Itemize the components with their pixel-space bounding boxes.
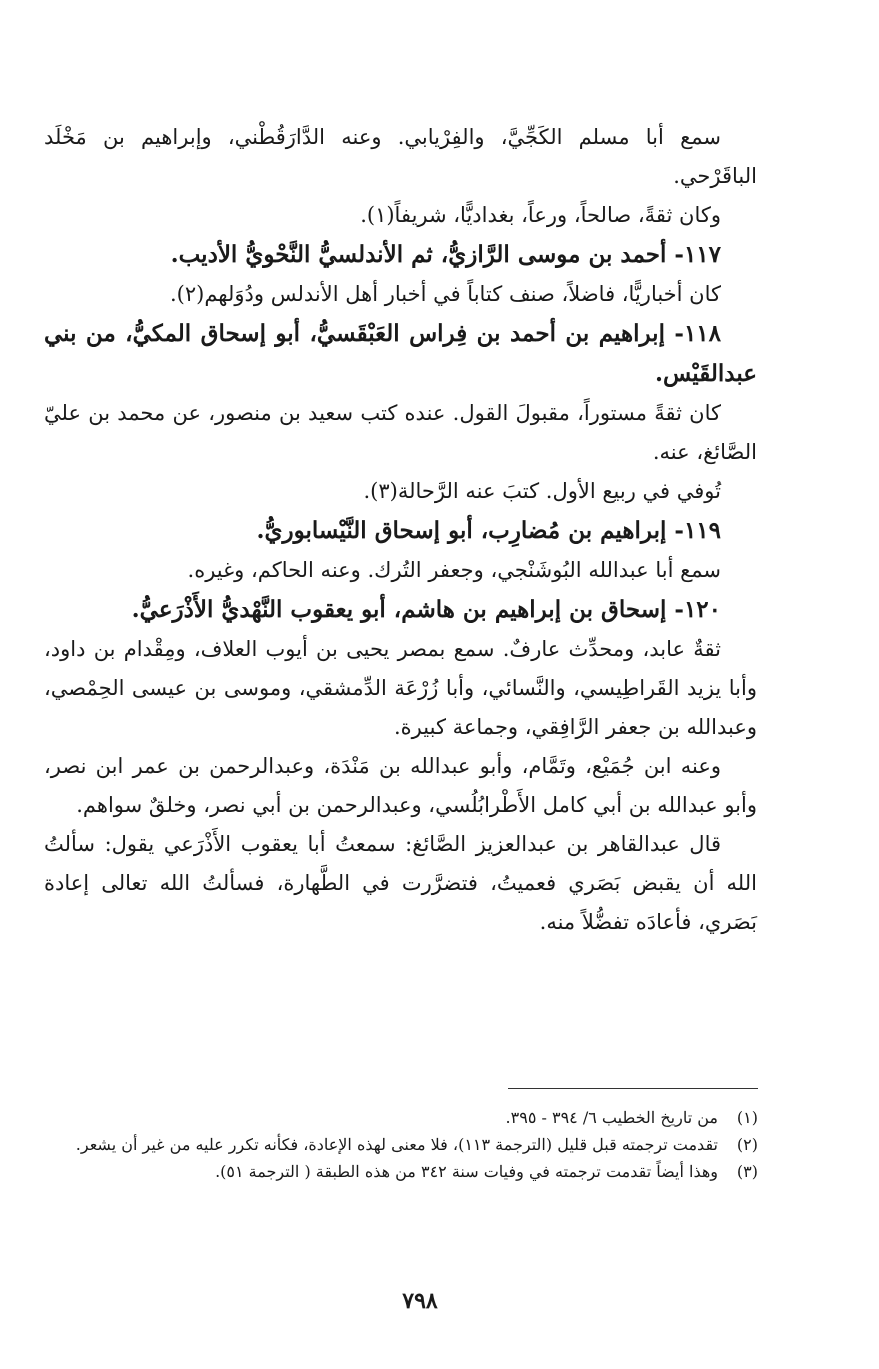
page-number: ٧٩٨ bbox=[402, 1288, 438, 1314]
footnotes bbox=[40, 1104, 758, 1185]
paragraph: تُوفي في ربيع الأول. كتبَ عنه الرَّحالة(٣). bbox=[363, 479, 721, 503]
entry-heading-118: ١١٨- إبراهيم بن أحمد بن فِراس العَبْقَسيُّ، أبو إسحاق المكيُّ، من بني عبدالقَيْس. bbox=[44, 320, 757, 387]
paragraph: وعنه ابن جُمَيْع، وتَمَّام، وأبو عبدالله بن مَنْدَة، وعبدالرحمن بن عمر ابن نصر، وأبو عبدالله بن أبي كامل الأَطْرابُلُسي، وعبدالرحمن بن أبي نصر، وخلقٌ سواهم. bbox=[44, 754, 757, 817]
entry-heading-119: ١١٩- إبراهيم بن مُضارِب، أبو إسحاق النَّيْسابوريُّ. bbox=[256, 517, 721, 544]
footnote-divider bbox=[508, 1088, 758, 1089]
entry-heading-117: ١١٧- أحمد بن موسى الرَّازيُّ، ثم الأندلسيُّ النَّحْويُّ الأديب. bbox=[170, 241, 721, 268]
footnote bbox=[40, 1158, 758, 1185]
entry-heading-120: ١٢٠- إسحاق بن إبراهيم بن هاشم، أبو يعقوب النَّهْديُّ الأَذْرَعيُّ. bbox=[131, 596, 721, 623]
footnote bbox=[40, 1104, 758, 1131]
paragraph: قال عبدالقاهر بن عبدالعزيز الصَّائغ: سمعتُ أبا يعقوب الأَذْرَعي يقول: سألتُ الله أن يقبض بَصَري فعميتُ، فتضرَّرت في الطَّهارة، فسألتُ الله تعالى إعادة بَصَري، فأعادَه تفضُّلاً منه. bbox=[44, 832, 757, 934]
footnote-text: تقدمت ترجمته قبل قليل (الترجمة ١١٣)، فلا معنى لهذه الإعادة، فكأنه تكرر عليه من غير أن يشعر. bbox=[75, 1135, 718, 1154]
paragraph: كان ثقةً مستوراً، مقبولَ القول. عنده كتب سعيد بن منصور، عن محمد بن عليّ الصَّائغ، عنه. bbox=[44, 401, 757, 464]
paragraph: سمع أبا مسلم الكَجِّيَّ، والفِرْيابي. وعنه الدَّارَقُطْني، وإبراهيم بن مَخْلَد الباقَرْحي. bbox=[44, 125, 757, 188]
paragraph: كان أخباريًّا، فاضلاً، صنف كتاباً في أخبار أهل الأندلس ودُوَلهم(٢). bbox=[169, 282, 721, 306]
paragraph: ثقةٌ عابد، ومحدِّث عارفٌ. سمع بمصر يحيى بن أيوب العلاف، ومِقْدام بن داود، وأبا يزيد القَراطِيسي، والنَّسائي، وأبا زُرْعَة الدِّمشقي، وموسى بن عيسى الحِمْصي، وعبدالله بن جعفر الرَّافِقي، وجماعة كبيرة. bbox=[44, 637, 757, 739]
footnote-number: (٢) bbox=[736, 1135, 758, 1154]
footnote bbox=[40, 1131, 758, 1158]
footnote-text: وهذا أيضاً تقدمت ترجمته في وفيات سنة ٣٤٢ من هذه الطبقة ( الترجمة ٥١). bbox=[215, 1162, 718, 1181]
footnote-number: (١) bbox=[736, 1108, 758, 1127]
footnote-number: (٣) bbox=[736, 1162, 758, 1181]
main-text bbox=[44, 118, 757, 942]
paragraph: سمع أبا عبدالله البُوشَنْجي، وجعفر التُرك. وعنه الحاكم، وغيره. bbox=[187, 558, 721, 582]
footnote-text: من تاريخ الخطيب ٦/ ٣٩٤ - ٣٩٥. bbox=[505, 1108, 718, 1127]
paragraph: وكان ثقةً، صالحاً، ورعاً، بغداديًّا، شريفاً(١). bbox=[360, 203, 721, 227]
